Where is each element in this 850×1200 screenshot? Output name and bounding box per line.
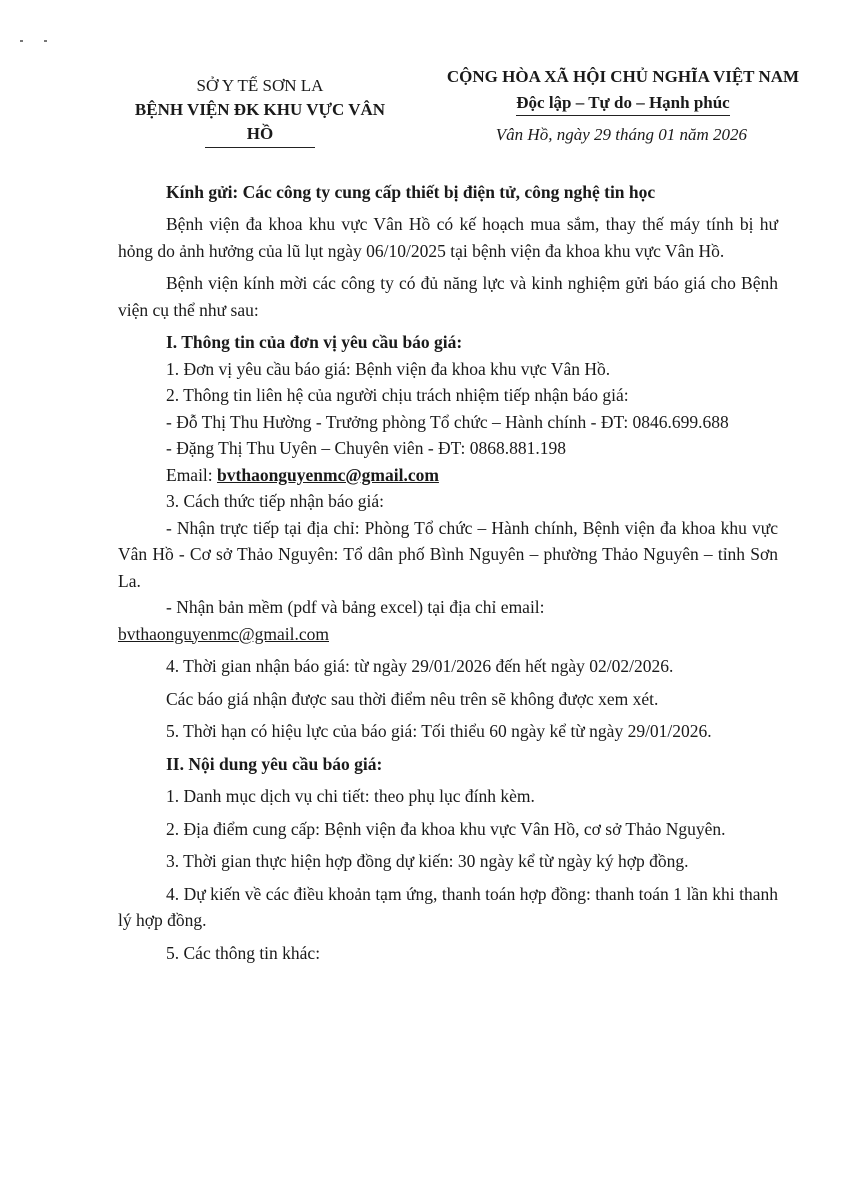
scan-speck xyxy=(44,40,47,42)
list-item: 3. Thời gian thực hiện hợp đồng dự kiến: 30 ngày kể từ ngày ký hợp đồng. xyxy=(166,851,689,871)
list-item: 1. Đơn vị yêu cầu báo giá: Bệnh viện đa khoa khu vực Vân Hồ. xyxy=(166,358,611,379)
list-item: 1. Danh mục dịch vụ chi tiết: theo phụ lục đính kèm. xyxy=(166,786,535,806)
intro-paragraph: Bệnh viện đa khoa khu vực Vân Hồ có kế hoạch mua sắm, thay thế máy tính bị hư hỏng do ảnh hưởng của lũ lụt ngày 06/10/2025 tại bệnh viện đa khoa khu vực Vân Hồ. xyxy=(118,214,778,261)
note-line: Các báo giá nhận được sau thời điểm nêu trên sẽ không được xem xét. xyxy=(166,688,659,709)
email-link[interactable]: bvthaonguyenmc@gmail.com xyxy=(118,623,329,644)
email-link[interactable]: bvthaonguyenmc@gmail.com xyxy=(217,464,439,485)
contact-line: - Đặng Thị Thu Uyên – Chuyên viên - ĐT: 0868.881.198 xyxy=(166,438,566,458)
list-item: 5. Thời hạn có hiệu lực của báo giá: Tối thiểu 60 ngày kể từ ngày 29/01/2026. xyxy=(166,721,712,741)
receive-method: - Nhận bản mềm (pdf và bảng excel) tại địa chỉ email: xyxy=(166,597,545,617)
national-heading xyxy=(428,64,818,116)
list-item: 2. Địa điểm cung cấp: Bệnh viện đa khoa khu vực Vân Hồ, cơ sở Thảo Nguyên. xyxy=(166,818,726,839)
intro-paragraph: Bệnh viện kính mời các công ty có đủ năng lực và kinh nghiệm gửi báo giá cho Bệnh viện cụ thể như sau: xyxy=(118,273,778,320)
nation-title: CỘNG HÒA XÃ HỘI CHỦ NGHĨA VIỆT NAM xyxy=(446,67,800,86)
national-motto: Độc lập – Tự do – Hạnh phúc xyxy=(516,91,729,116)
document-body xyxy=(118,211,778,966)
issuer-underline xyxy=(205,147,315,148)
list-item: 2. Thông tin liên hệ của người chịu trách nhiệm tiếp nhận báo giá: xyxy=(166,385,629,405)
issuer-block xyxy=(120,74,400,148)
list-item: 3. Cách thức tiếp nhận báo giá: xyxy=(166,491,384,511)
list-item: 5. Các thông tin khác: xyxy=(166,942,321,963)
receive-method: - Nhận trực tiếp tại địa chỉ: Phòng Tổ chức – Hành chính, Bệnh viện đa khoa khu vực Vân Hồ - Cơ sở Thảo Nguyên: Tổ dân phố Bình Nguyên – phường Thảo Nguyên – tỉnh Sơn La. xyxy=(118,517,778,591)
recipient-line: Kính gửi: Các công ty cung cấp thiết bị điện tử, công nghệ tin học xyxy=(166,182,656,202)
scan-speck xyxy=(20,40,23,42)
issuer-hospital: BỆNH VIỆN ĐK KHU VỰC VÂN HỒ xyxy=(134,100,386,143)
email-label: Email: xyxy=(166,464,218,485)
document-date: Vân Hồ, ngày 29 tháng 01 năm 2026 xyxy=(495,125,747,144)
contact-line: - Đỗ Thị Thu Hường - Trưởng phòng Tổ chức – Hành chính - ĐT: 0846.699.688 xyxy=(166,411,729,432)
email-line xyxy=(118,621,778,648)
list-item: 4. Dự kiến về các điều khoản tạm ứng, thanh toán hợp đồng: thanh toán 1 lần khi thanh lý hợp đồng. xyxy=(118,883,778,930)
section-heading: II. Nội dung yêu cầu báo giá: xyxy=(166,753,383,774)
email-line xyxy=(118,462,778,489)
issuer-department: SỞ Y TẾ SƠN LA xyxy=(196,76,324,95)
section-heading: I. Thông tin của đơn vị yêu cầu báo giá: xyxy=(166,332,463,352)
list-item: 4. Thời gian nhận báo giá: từ ngày 29/01/2026 đến hết ngày 02/02/2026. xyxy=(166,656,674,676)
